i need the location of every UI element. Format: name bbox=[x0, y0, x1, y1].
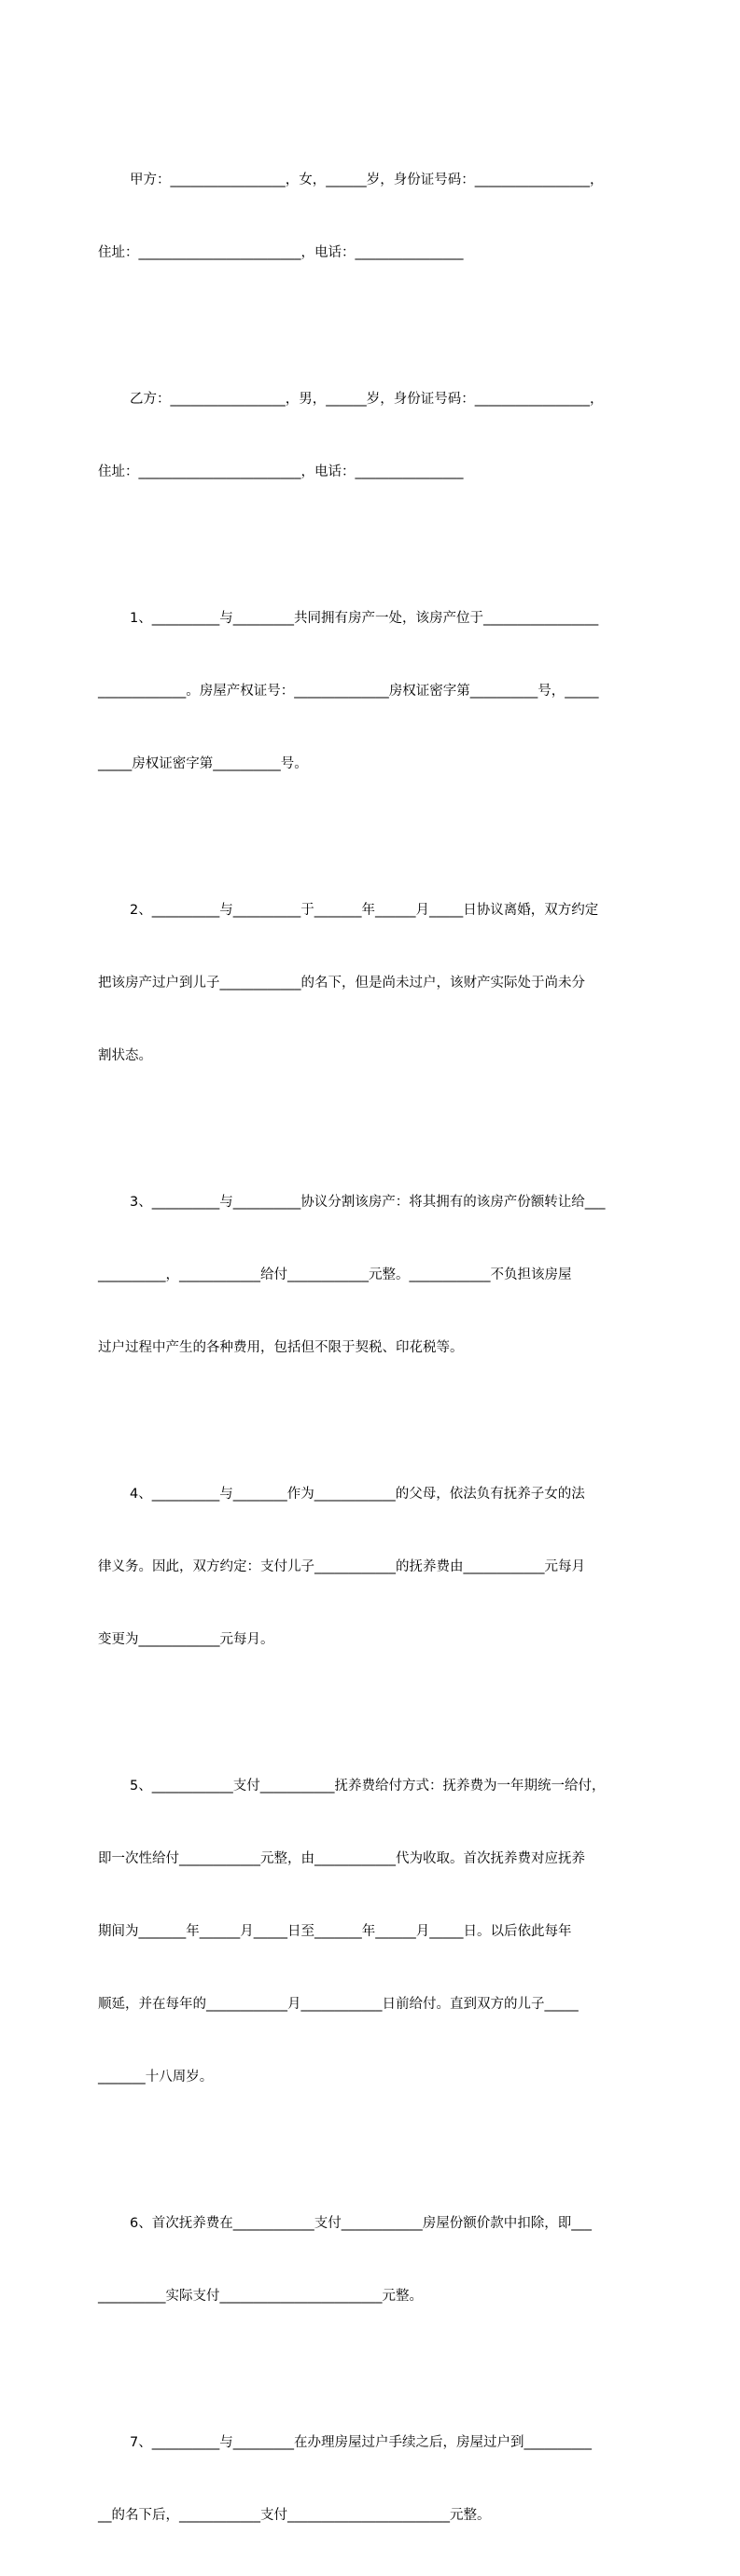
clause-1-line-1: 1、__________与_________共同拥有房产一处，该房产位于_________________ bbox=[130, 611, 599, 626]
clause-3-line-2: __________，____________给付____________元整。____________不负担该房屋 bbox=[98, 1267, 572, 1282]
clause-3-line-1: 3、__________与__________协议分割该房产：将其拥有的该房产份额转让给___ bbox=[130, 1195, 606, 1210]
clause-6 bbox=[98, 2163, 656, 2357]
clause-3 bbox=[98, 1142, 656, 1408]
clause-1-line-2: _____________。房屋产权证号：______________房权证密字第__________号，_____ bbox=[98, 684, 599, 699]
clause-4 bbox=[98, 1433, 656, 1700]
clause-5-line-5: _______十八周岁。 bbox=[98, 2070, 214, 2084]
party-a-line-1: 甲方：_________________，女，______岁，身份证号码：_________________， bbox=[130, 173, 604, 187]
clause-7-line-2: __的名下后，____________支付________________________元整。 bbox=[98, 2508, 491, 2523]
clause-7-line-1: 7、__________与_________在办理房屋过户手续之后，房屋过户到__________ bbox=[130, 2435, 592, 2450]
party-b-line-1: 乙方：_________________，男，______岁，身份证号码：_________________， bbox=[130, 392, 604, 407]
clause-5-line-4: 顺延，并在每年的____________月____________日前给付。直到双方的儿子_____ bbox=[98, 1997, 579, 2012]
clause-2-line-3: 割状态。 bbox=[98, 1048, 152, 1063]
clause-6-line-2: __________实际支付________________________元整。 bbox=[98, 2289, 423, 2304]
party-a-section bbox=[98, 119, 656, 313]
clause-2-line-2: 把该房产过户到儿子____________的名下，但是尚未过户，该财产实际处于尚未分 bbox=[98, 976, 585, 990]
clause-5-line-1: 5、____________支付___________抚养费给付方式：抚养费为一年期统一给付， bbox=[130, 1779, 606, 1794]
clause-2-line-1: 2、__________与__________于_______年______月_____日协议离婚，双方约定 bbox=[130, 903, 599, 918]
clause-5 bbox=[98, 1725, 656, 2138]
clause-5-line-3: 期间为_______年______月_____日至_______年______月_____日。以后依此每年 bbox=[98, 1924, 572, 1939]
party-b-section bbox=[98, 339, 656, 533]
clause-4-line-2: 律义务。因此，双方约定：支付儿子____________的抚养费由____________元每月 bbox=[98, 1559, 585, 1574]
clause-1-line-3: _____房权证密字第__________号。 bbox=[98, 756, 308, 771]
clause-1 bbox=[98, 558, 656, 824]
party-b-line-2: 住址：________________________，电话：________________ bbox=[98, 464, 464, 479]
clause-4-line-3: 变更为____________元每月。 bbox=[98, 1632, 274, 1647]
clause-7 bbox=[98, 2382, 656, 2576]
clause-5-line-2: 即一次性给付____________元整，由____________代为收取。首次抚养费对应抚养 bbox=[98, 1851, 585, 1866]
party-a-line-2: 住址：________________________，电话：________________ bbox=[98, 245, 464, 260]
clause-3-line-3: 过户过程中产生的各种费用，包括但不限于契税、印花税等。 bbox=[98, 1340, 464, 1355]
clause-6-line-1: 6、首次抚养费在____________支付____________房屋份额价款中扣除，即___ bbox=[130, 2216, 592, 2231]
clause-2 bbox=[98, 850, 656, 1116]
clause-4-line-1: 4、__________与________作为____________的父母，依法负有抚养子女的法 bbox=[130, 1487, 585, 1502]
